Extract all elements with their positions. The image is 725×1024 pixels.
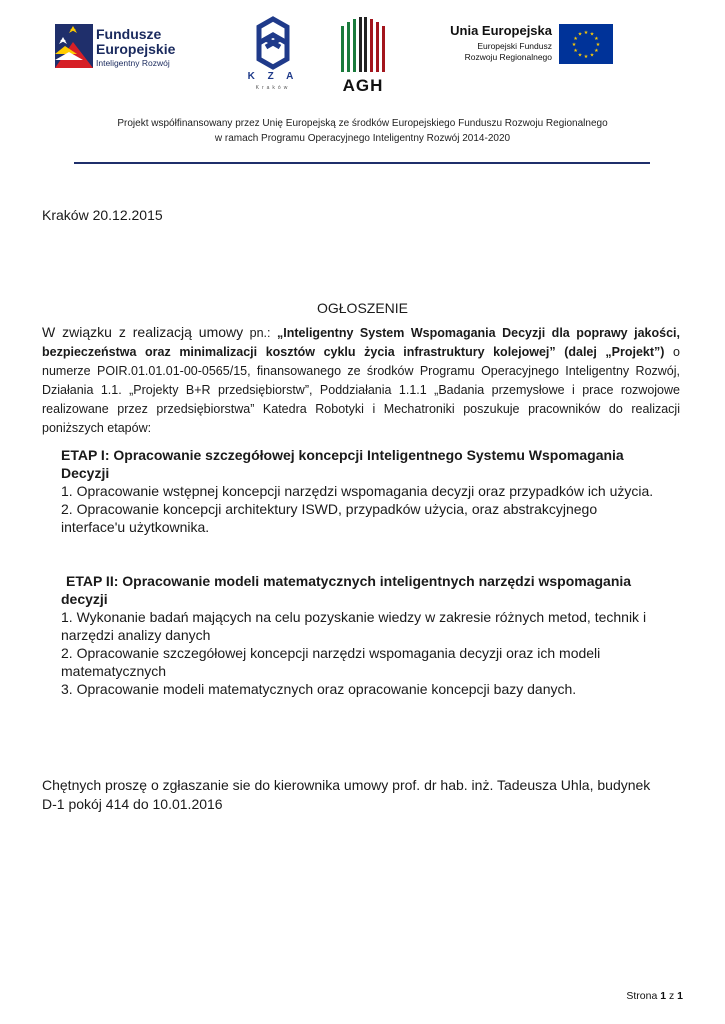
stage-heading: ETAP II: Opracowanie modeli matematycznych inteligentnych narzędzi wspomagania decyzji [61,573,632,607]
stage-item: 1. Wykonanie badań mających na celu pozyskanie wiedzy w zakresie różnych metod, technik i narzędzi analizy danych [61,609,647,643]
svg-text:★: ★ [583,54,589,60]
stage-1 [61,446,661,536]
header-divider [74,162,650,164]
document-date: Kraków 20.12.2015 [42,207,163,223]
agh-emblem-icon [338,16,388,76]
fundusze-europejskie-logo [55,22,195,74]
svg-text:★: ★ [573,48,578,54]
kza-logo [246,16,300,96]
svg-text:★: ★ [589,31,595,38]
kza-logo-text: K Z A [247,71,299,82]
svg-text:★: ★ [589,52,595,59]
svg-text:★: ★ [577,31,583,38]
document-title: OGŁOSZENIE [316,300,409,316]
intro-rest: o numerze POIR.01.01.01-00-0565/15, finansowanego ze środków Programu Operacyjnego Inteligentny Rozwój, Działania 1.1. „Projekty B+R przedsiębiorstw”, Poddziałania 1.1.1 „Badania przemysłowe i prace rozwojowe realizowane przez przedsiębiorstwa” Katedra Robotyki i Mechatroniki poszukuje pracowników do realizacji poniższych etapów: [42,345,680,435]
stage-item: 1. Opracowanie wstępnej koncepcji narzędzi wspomagania decyzji oraz przypadków ich użycia. [61,483,654,499]
stage-2 [61,572,661,698]
ue-logo-title: Unia Europejska [450,23,552,38]
svg-text:★: ★ [577,52,583,59]
project-name: „Inteligentny System Wspomagania Decyzji dla poprawy jakości, bezpieczeństwa oraz minimalizacji kosztów cyklu życia infrastruktury kolejowej” (dalej „Projekt”) [42,326,680,359]
stage-item: 2. Opracowanie koncepcji architektury ISWD, przypadków użycia, oraz abstrakcyjnego interface'u użytkownika. [61,501,598,535]
agh-logo [338,16,388,98]
stage-heading: ETAP I: Opracowanie szczegółowej koncepcji Inteligentnego Systemu Wspomagania Decyzji [61,447,624,481]
svg-text:★: ★ [594,36,599,42]
fe-star-flag-icon [55,24,93,68]
unia-europejska-logo [450,22,615,68]
svg-text:★: ★ [595,42,601,48]
svg-text:★: ★ [594,48,599,54]
intro-lead: W związku z realizacją umowy [42,324,244,340]
fe-logo-title: Fundusze Europejskie [96,26,176,57]
intro-paragraph [42,323,680,438]
eu-flag-icon [559,24,613,64]
kza-emblem-icon [246,16,300,70]
stage-item: 3. Opracowanie modeli matematycznych oraz opracowanie koncepcji bazy danych. [61,681,577,697]
page-number: Strona 1 z 1 [626,990,683,1002]
svg-text:★: ★ [583,30,589,36]
stage-item: 2. Opracowanie szczegółowej koncepcji narzędzi wspomagania decyzji oraz ich modeli matematycznych [61,645,601,679]
ue-logo-subtitle: Europejski Fundusz Rozwoju Regionalnego [464,41,552,62]
kza-logo-city: Kraków [255,85,291,91]
svg-text:★: ★ [571,42,577,48]
intro-pn: pn.: [243,326,278,340]
svg-text:★: ★ [573,36,578,42]
fe-logo-subtitle: Inteligentny Rozwój [96,58,170,68]
closing-paragraph: Chętnych proszę o zgłaszanie sie do kierownika umowy prof. dr hab. inż. Tadeusza Uhla, budynek D-1 pokój 414 do 10.01.2016 [42,777,651,812]
agh-logo-text: AGH [342,76,384,95]
cofinancing-note: Projekt współfinansowany przez Unię Europejską ze środków Europejskiego Funduszu Rozwoju Regionalnego w ramach Programu Operacyjnego Inteligentny Rozwój 2014-2020 [117,118,608,144]
